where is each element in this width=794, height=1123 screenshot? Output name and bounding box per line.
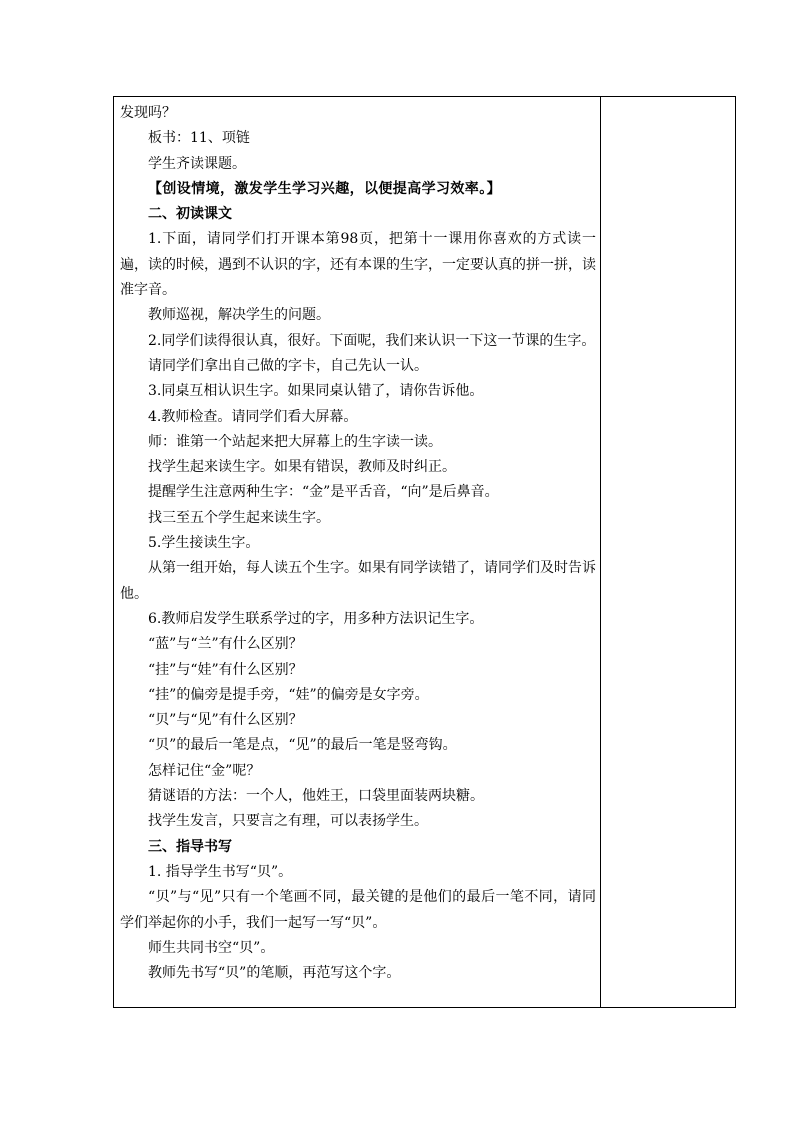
text-line: “挂”与“娃”有什么区别？ [148,661,303,678]
text-line: 发现吗？ [120,105,176,121]
text-line: 师：谁第一个站起来把大屏幕上的生字读一读。 [148,433,442,450]
text-line: 请同学们拿出自己做的字卡，自己先认一认。 [148,357,428,374]
text-line: 1.下面，请同学们打开课本第98页，把第十一课用你喜欢的方式读一遍，读的时候，遇到不认识的字，还有本课的生字，一定要认真的拼一拼，读准字音。 [120,231,596,299]
lesson-table [113,96,736,1008]
text-line: 找学生起来读生字。如果有错误，教师及时纠正。 [148,459,456,476]
text-line: 教师巡视，解决学生的问题。 [148,307,330,324]
text-line: “蓝”与“兰”有什么区别？ [148,636,303,653]
design-note: 【创设情境，激发学生学习兴趣，以便提高学习效率。】 [148,180,501,197]
text-line: 怎样记住“金”呢？ [148,762,261,779]
text-line: 5.学生接读生字。 [148,535,260,552]
text-line: 师生共同书空“贝”。 [148,939,275,956]
text-line: 6.教师启发学生联系学过的字，用多种方法识记生字。 [148,610,484,627]
column-divider [600,97,601,1007]
text-line: 1. 指导学生书写“贝”。 [148,863,293,880]
text-line: 板书：11、项链 [148,130,250,147]
text-line: “贝”与“见”有什么区别？ [148,712,303,729]
text-line: “贝”与“见”只有一个笔画不同，最关键的是他们的最后一笔不同，请同学们举起你的小手，我们一起写一写“贝”。 [120,889,596,931]
text-line: 学生齐读课题。 [148,155,246,172]
text-line: 2.同学们读得很认真，很好。下面呢，我们来认识一下这一节课的生字。 [148,332,596,349]
text-line: 4.教师检查。请同学们看大屏幕。 [148,408,358,425]
section-heading: 二、初读课文 [148,206,232,223]
lesson-content-cell [120,101,596,986]
section-heading: 三、指导书写 [148,838,232,855]
text-line: 猜谜语的方法：一个人，他姓王，口袋里面装两块糖。 [148,788,484,805]
text-line: 找学生发言，只要言之有理，可以表扬学生。 [148,813,428,830]
text-line: “挂”的偏旁是提手旁，“娃”的偏旁是女字旁。 [148,686,429,703]
text-line: 教师先书写“贝”的笔顺，再范写这个字。 [148,965,401,982]
text-line: 提醒学生注意两种生字：“金”是平舌音，“向”是后鼻音。 [148,484,499,501]
text-line: 找三至五个学生起来读生字。 [148,509,330,526]
text-line: 3.同桌互相认识生字。如果同桌认错了，请你告诉他。 [148,383,484,400]
text-line: “贝”的最后一笔是点，“见”的最后一笔是竖弯钩。 [148,737,457,754]
text-line: 从第一组开始，每人读五个生字。如果有同学读错了，请同学们及时告诉他。 [120,560,596,602]
